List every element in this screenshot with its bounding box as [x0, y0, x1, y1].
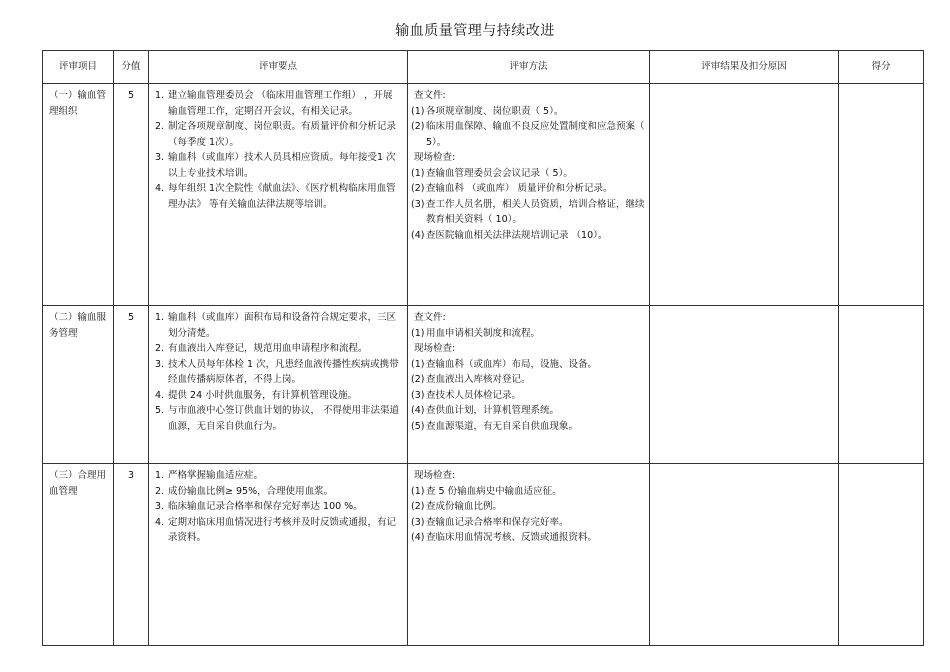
method-number: (2) [411, 374, 425, 385]
point-number: 3. [155, 152, 165, 163]
method-number: (5) [411, 420, 425, 432]
review-points-cell [149, 84, 408, 306]
review-point [155, 181, 401, 212]
method-number: (2) [411, 121, 425, 132]
review-point [155, 357, 401, 388]
method-number: (4) [411, 532, 425, 543]
header-item: 评审项目 [43, 51, 114, 84]
point-number: 2. [155, 343, 165, 354]
method-number: (2) [411, 501, 425, 512]
method-number: (4) [411, 405, 425, 416]
review-item-cell: （三）合理用血管理 [43, 464, 114, 646]
review-point [155, 341, 401, 357]
review-point [155, 150, 401, 181]
point-number: 2. [155, 485, 165, 497]
review-point [155, 119, 401, 150]
method-item [411, 166, 646, 182]
method-text: 查输血科（或血库）布局，设施、设备。 [426, 358, 598, 370]
method-item [411, 181, 646, 197]
point-text: 有血液出入库登记，规范用血申请程序和流程。 [168, 343, 368, 354]
point-number: 1. [155, 90, 165, 101]
review-point [155, 388, 401, 404]
page-title: 输血质量管理与持续改进 [395, 23, 555, 39]
point-text: 制定各项规章制度、岗位职责。有质量评价和分析记录（每季度 1次）。 [168, 121, 397, 148]
method-item [411, 197, 646, 228]
point-number: 4. [155, 389, 165, 401]
review-points-cell [149, 306, 408, 464]
table-row [43, 464, 924, 646]
method-text: 查成份输血比例。 [426, 501, 503, 512]
point-text: 技术人员每年体检 1 次，凡患经血液传播性疾病或携带经血传播病原体者，不得上岗。 [168, 358, 399, 385]
review-method-cell [408, 464, 650, 646]
method-item [411, 499, 646, 515]
method-item [411, 388, 646, 404]
method-text: 查输血记录合格率和保存完好率。 [426, 516, 569, 528]
method-text: 临床用血保障、输血不良反应处置制度和应急预案（ 5）。 [426, 121, 645, 148]
review-item-cell: （一）输血管理组织 [43, 84, 114, 306]
method-number: (4) [411, 229, 425, 241]
method-item [411, 403, 646, 419]
header-points: 评审要点 [149, 51, 408, 84]
method-text: 查医院输血相关法律法规培训记录 （10）。 [426, 229, 608, 241]
table-row [43, 84, 924, 306]
header-method: 评审方法 [408, 51, 650, 84]
review-point [155, 468, 401, 484]
point-text: 临床输血记录合格率和保存完好率达 100 %。 [168, 501, 363, 512]
method-list [411, 484, 646, 546]
header-score: 分值 [114, 51, 149, 84]
method-text: 查技术人员体检记录。 [426, 389, 522, 401]
method-list [411, 357, 646, 435]
review-table [42, 50, 924, 646]
method-item [411, 326, 646, 342]
point-text: 定期对临床用血情况进行考核并及时反馈或通报，有记录资料。 [168, 516, 397, 543]
point-number: 4. [155, 183, 165, 194]
review-point [155, 515, 401, 546]
point-number: 1. [155, 470, 165, 481]
review-method-cell [408, 84, 650, 306]
review-points-list [155, 468, 401, 546]
review-point [155, 484, 401, 500]
method-text: 各项规章制度、岗位职责（ 5）。 [426, 105, 564, 117]
review-point [155, 88, 401, 119]
review-point [155, 403, 401, 434]
method-item [411, 484, 646, 500]
method-section-heading: 查文件: [414, 312, 446, 323]
point-text: 严格掌握输血适应症。 [168, 470, 264, 481]
point-text: 每年组织 1次全院性《献血法》、《医疗机构临床用血管理办法》 等有关输血法律法规等培训。 [168, 183, 396, 210]
method-text: 查 5 份输血病史中输血适应征。 [426, 485, 562, 497]
point-number: 1. [155, 312, 165, 323]
review-point [155, 499, 401, 515]
method-item [411, 530, 646, 546]
method-item [411, 104, 646, 120]
score-obtained-cell[interactable] [839, 84, 924, 306]
method-text: 查工作人员名册，相关人员资质，培训合格证，继续教育相关资料（ 10）。 [426, 198, 645, 225]
method-item [411, 119, 646, 150]
point-text: 输血科（或血库）面积布局和设备符合规定要求，三区划分清楚。 [168, 312, 397, 339]
method-item [411, 228, 646, 244]
review-points-list [155, 88, 401, 212]
point-number: 3. [155, 501, 165, 512]
review-point [155, 310, 401, 341]
score-cell: 5 [114, 84, 149, 306]
method-section-heading: 查文件: [414, 90, 446, 101]
method-section-heading: 现场检查: [414, 343, 456, 354]
point-number: 4. [155, 516, 165, 528]
method-number: (2) [411, 183, 425, 194]
review-item-cell: （二）输血服务管理 [43, 306, 114, 464]
score-cell: 3 [114, 464, 149, 646]
method-item [411, 515, 646, 531]
method-text: 查临床用血情况考核、反馈或通报资料。 [426, 532, 598, 543]
table-header-row [43, 51, 924, 84]
method-item [411, 372, 646, 388]
method-text: 用血申请相关制度和流程。 [426, 327, 541, 339]
method-number: (3) [411, 516, 425, 528]
method-text: 查血液出入库核对登记。 [426, 374, 531, 385]
point-text: 与市血液中心签订供血计划的协议， 不得使用非法渠道血源，无自采自供血行为。 [168, 405, 400, 432]
review-points-cell [149, 464, 408, 646]
method-text: 查供血计划，计算机管理系统。 [426, 405, 560, 416]
point-number: 3. [155, 358, 165, 370]
method-text: 查血源渠道，有无自采自供血现象。 [426, 420, 579, 432]
point-text: 输血科（或血库）技术人员具相应资质。每年接受1 次以上专业技术培训。 [168, 152, 396, 179]
result-cell[interactable] [650, 464, 839, 646]
method-list [411, 104, 646, 151]
method-number: (1) [411, 105, 425, 117]
method-number: (3) [411, 198, 425, 210]
method-number: (1) [411, 485, 425, 497]
method-item [411, 419, 646, 435]
review-method-cell [408, 306, 650, 464]
result-cell[interactable] [650, 84, 839, 306]
method-number: (1) [411, 358, 425, 370]
review-points-list [155, 310, 401, 434]
method-text: 查输血管理委员会会议记录（ 5）。 [426, 167, 573, 179]
point-number: 2. [155, 121, 165, 132]
score-obtained-cell[interactable] [839, 464, 924, 646]
method-number: (3) [411, 389, 425, 401]
point-text: 建立输血管理委员会 （临床用血管理工作组） ，开展输血管理工作，定期召开会议，有相关记录。 [168, 90, 393, 117]
method-item [411, 357, 646, 373]
point-text: 提供 24 小时供血服务，有计算机管理设施。 [168, 389, 358, 401]
method-number: (1) [411, 327, 425, 339]
header-get: 得分 [839, 51, 924, 84]
method-number: (1) [411, 167, 425, 179]
method-list [411, 326, 646, 342]
result-cell[interactable] [650, 306, 839, 464]
method-list [411, 166, 646, 244]
point-text: 成份输血比例≥ 95%，合理使用血浆。 [168, 485, 334, 497]
header-result: 评审结果及扣分原因 [650, 51, 839, 84]
point-number: 5. [155, 405, 165, 416]
method-section-heading: 现场检查: [414, 152, 456, 163]
score-obtained-cell[interactable] [839, 306, 924, 464]
score-cell: 5 [114, 306, 149, 464]
table-row [43, 306, 924, 464]
method-text: 查输血科 （或血库） 质量评价和分析记录。 [426, 183, 613, 194]
method-section-heading: 现场检查: [414, 470, 456, 481]
